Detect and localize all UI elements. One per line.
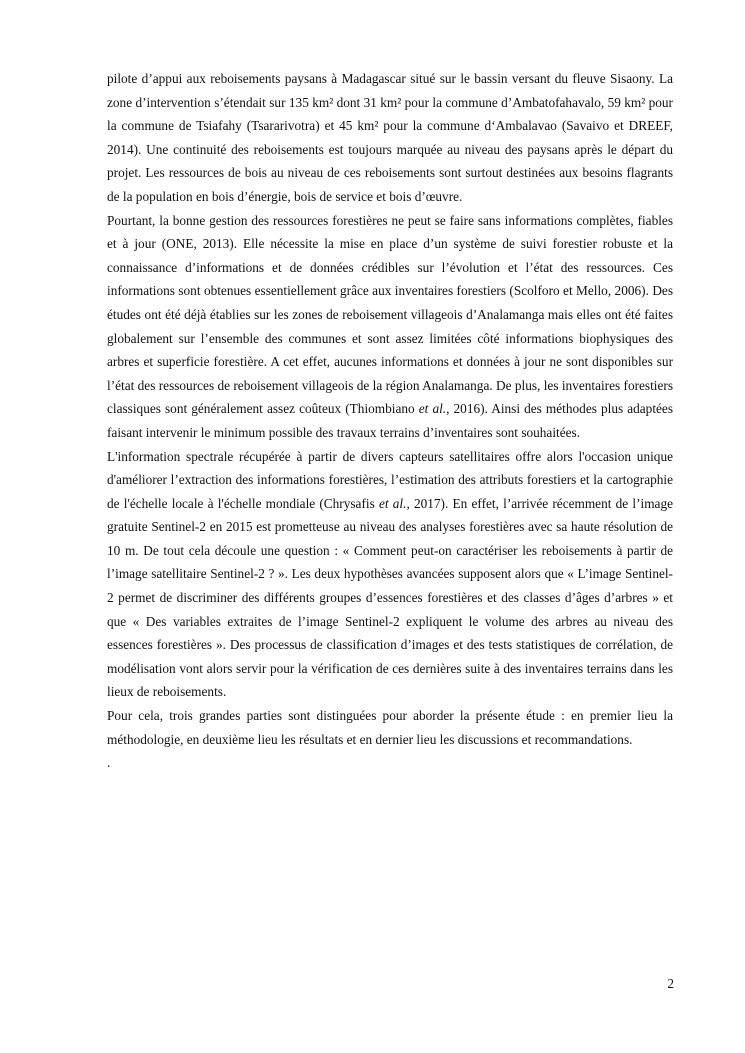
text-run: pilote d’appui aux reboisements paysans à Madagascar situé sur le bassin versant du fleuve Sisaony. La zone d’intervention s’étendait sur 135 km² dont 31 km² pour la commune d’Ambatofahavalo, 59 km² pour la commune de Tsiafahy (Tsararivotra) et 45 km² pour la commune d‘Ambalavao (Savaivo et DREEF, 2014). Une continuité des reboisements est toujours marquée au niveau des paysans après le départ du projet. Les ressources de bois au niveau de ces reboisements sont surtout destinées aux besoins flagrants de la population en bois d’énergie, bois de service et bois d’œuvre. [107,71,673,204]
paragraph-4 [107,704,673,751]
paragraph-1 [107,67,673,209]
page-number: 2 [667,976,674,991]
text-run: Pour cela, trois grandes parties sont distinguées pour aborder la présente étude : en premier lieu la méthodologie, en deuxième lieu les résultats et en dernier lieu les discussions et recommandations. [107,708,673,747]
text-run: Pourtant, la bonne gestion des ressources forestières ne peut se faire sans informations complètes, fiables et à jour (ONE, 2013). Elle nécessite la mise en place d’un système de suivi forestier robuste et la connaissance d’informations et de données crédibles sur l’évolution et l’état des ressources. Ces informations sont obtenues essentiellement grâce aux inventaires forestiers (Scolforo et Mello, 2006). Des études ont été déjà établies sur les zones de reboisement villageois d’Analamanga mais elles ont été faites globalement sur l’ensemble des communes et sont assez limitées côté informations biophysiques des arbres et superficie forestière. A cet effet, aucunes informations et données à jour ne sont disponibles sur l’état des ressources de reboisement villageois de la région Analamanga. De plus, les inventaires forestiers classiques sont généralement assez coûteux (Thiombiano [107,212,673,417]
text-run: L'information spectrale récupérée à partir de divers capteurs satellitaires offre alors l'occasion unique d'améliorer l’extraction des informations forestières, l’estimation des attributs forestiers et la cartographie de l'échelle locale à l'échelle mondiale (Chrysafis [107,448,673,511]
text-run: , 2016). Ainsi des méthodes plus adaptées faisant intervenir le minimum possible des travaux terrains d’inventaires sont souhaitées. [107,401,673,440]
body-text [107,67,673,775]
text-run: , 2017). En effet, l’arrivée récemment de l’image gratuite Sentinel-2 en 2015 est prometteuse au niveau des analyses forestières avec sa haute résolution de 10 m. De tout cela découle une question : « Comment peut-on caractériser les reboisements à partir de l’image satellitaire Sentinel-2 ? ». Les deux hypothèses avancées supposent alors que « L’image Sentinel-2 permet de discriminer des différents groupes d’essences forestières et des classes d’âges d’arbres » et que « Des variables extraites de l’image Sentinel-2 expliquent le volume des arbres au niveau des essences forestières ». Des processus de classification d’images et des tests statistiques de corrélation, de modélisation vont alors servir pour la vérification de ces dernières suite à des inventaires terrains dans les lieux de reboisements. [107,495,673,700]
trailing-mark: . [107,755,111,771]
italic-run: et al. [378,495,407,511]
italic-run: et al. [418,401,447,417]
paragraph-3 [107,445,673,705]
paragraph-2 [107,209,673,445]
